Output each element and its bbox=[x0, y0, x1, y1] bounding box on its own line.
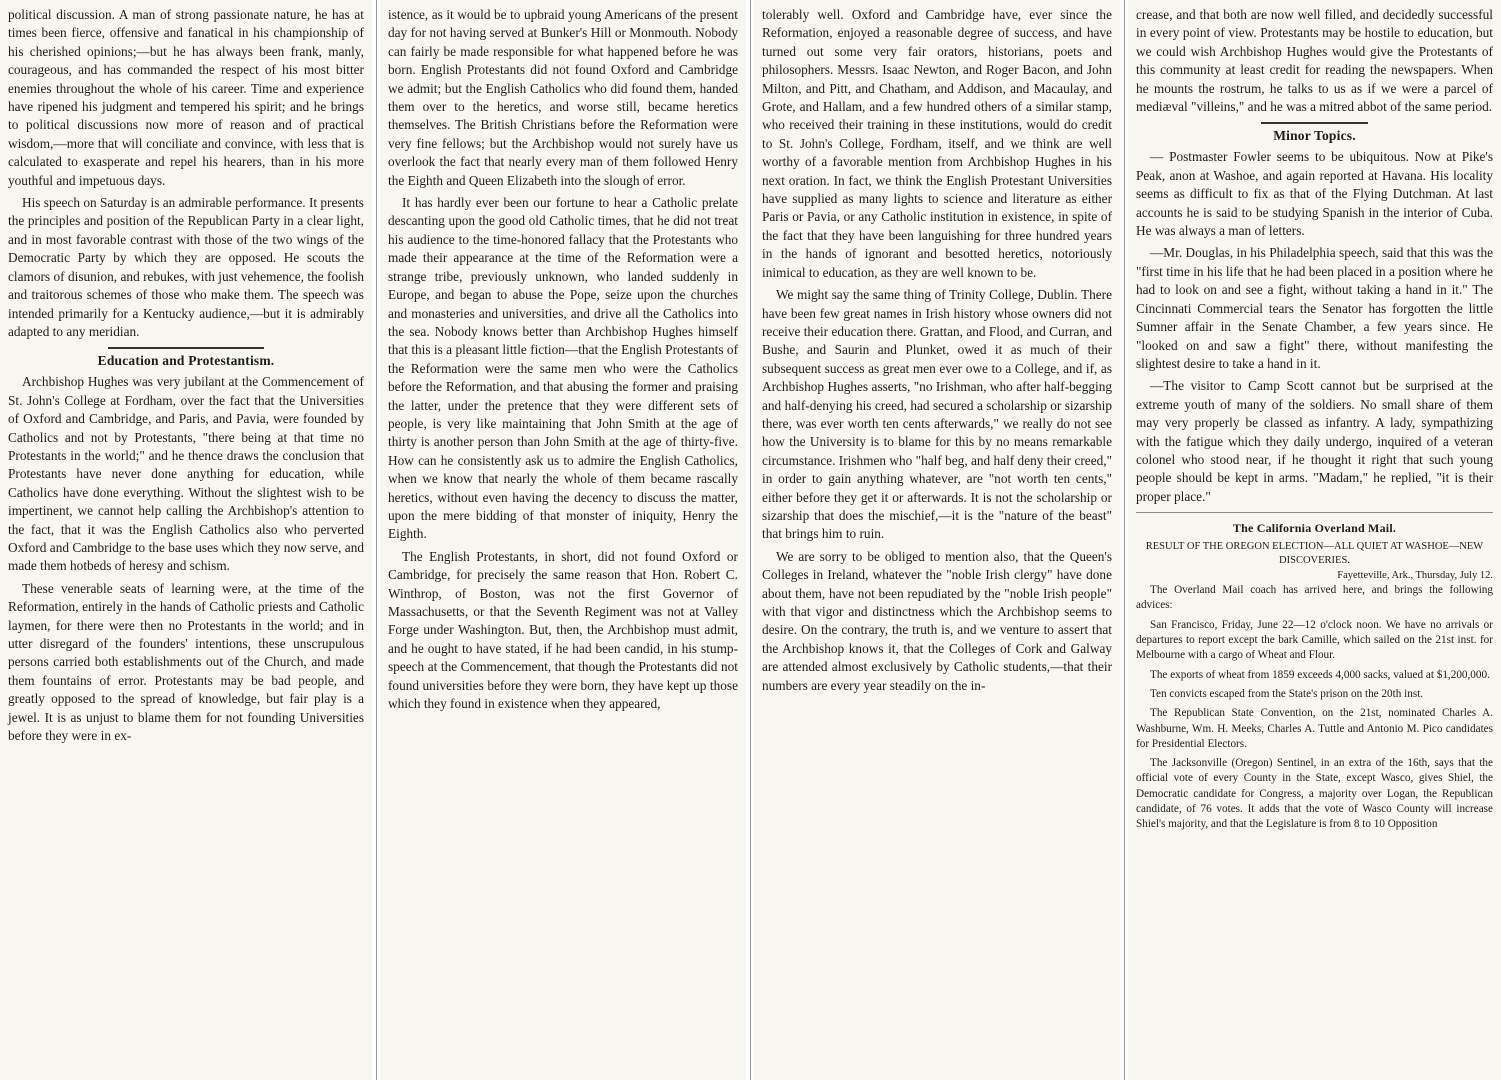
paragraph: The Jacksonville (Oregon) Sentinel, in an extra of the 16th, says that the official vote of every County in the State, except Wasco, gives Shiel, the Democratic candidate for Congress, a majority over Logan, the Republican candidate, of 76 votes. It adds that the vote of Wasco County will increase Shiel's majority, and that the Legislature is from 8 to 10 Opposition bbox=[1136, 757, 1493, 831]
headline-education-and-protestantism: Education and Protestantism. bbox=[97, 353, 275, 369]
subheadline: RESULT OF THE OREGON ELECTION—ALL QUIET AT WASHOE—NEW DISCOVERIES. bbox=[1145, 541, 1484, 567]
headline-minor-topics: Minor Topics. bbox=[1273, 128, 1356, 144]
paragraph: The English Protestants, in short, did not found Oxford or Cambridge, for precisely the same reason that Hon. Robert C. Winthrop, of Boston, was not the first Governor of Massachusetts, or that the Seventh Regiment was not at Valley Forge under Washington. But, then, the Archbishop must admit, and he ought to have stated, if he had been candid, in his stump-speech at the Commencement, that though the Protestants did not found universities before they were born, they have kept up those which they found in existence when they appeared, bbox=[388, 548, 738, 712]
section-rule bbox=[1261, 122, 1368, 124]
column-divider bbox=[1124, 0, 1125, 1080]
headline-california-overland-mail: The California Overland Mail. bbox=[1232, 521, 1397, 536]
paragraph: We might say the same thing of Trinity College, Dublin. There have been few great names in Irish history whose owners did not receive their education there. Grattan, and Flood, and Curran, and Bushe, and Saurin and Plunket, owed it as much of their subsequent success as great men ever owe to a College, and if, as Archbishop Hughes asserts, "no Irishman, who after half-begging and half-denying his creed, had secured a scholarship or sizarship there, was ever worth ten cents afterwards," we really do not see how the University is to blame for this by no means remarkable circumstance. Irishmen who "half beg, and half deny their creed," in order to gain anything whatever, are "not worth ten cents," either before they get it or afterwards. It is not the scholarship or sizarship that does the mischief,—it is the "nature of the beast" that brings him to ruin. bbox=[762, 287, 1112, 542]
column-divider bbox=[376, 0, 377, 1080]
paragraph: It has hardly ever been our fortune to hear a Catholic prelate descanting upon the good old Catholic times, that he did not treat his audience to the time-honored fallacy that the Protestants who made their appearance at the time of the Reformation were a strange tribe, previously unknown, who landed suddenly in Europe, and began to abuse the Pope, seize upon the churches and monasteries and universities, and drive all the Catholics into the sea. Nobody knows better than Archbishop Hughes himself that this is a pleasant little fiction—that the English Protestants of the Reformation were the same men who were the Catholics before the Reformation, and that abusing the former and praising the latter, under the pretence that they were different sets of people, is very like maintaining that John Smith at the age of thirty is another person than John Smith at the age of thirty-five. How can he consistently ask us to admire the English Catholics, when we know that nearly the whole of them became rascally heretics, without even having the decency to discuss the matter, upon the mere bidding of that monster of iniquity, Henry the Eighth. bbox=[388, 195, 738, 542]
paragraph: His speech on Saturday is an admirable performance. It presents the principles and position of the Republican Party in a clear light, and in most favorable contrast with those of the two wings of the Democratic Party by which they are opposed. He scouts the clamors of disunion, and rebukes, with just vehemence, the foolish and traitorous schemes of those who make them. The speech was intended primarily for a Kentucky audience,—but it is admirably adapted to any meridian. bbox=[8, 195, 364, 339]
paragraph: political discussion. A man of strong passionate nature, he has at times been fierce, offensive and fanatical in his championship of his cherished opinions;—but he has always been frank, manly, courageous, and has commanded the respect of his most bitter enemies throughout the whole of his career. Time and experience have ripened his judgment and tempered his spirit; and he brings to political discussions now more of reason and of practical wisdom,—more that will conciliate and convince, with less that is calculated to exasperate and repel his hearers, than in his more youthful and impetuous days. bbox=[8, 7, 364, 188]
paragraph: istence, as it would be to upbraid young Americans of the present day for not having served at Bunker's Hill or Monmouth. Nobody can fairly be made responsible for what happened before he was born. English Protestants did not found Oxford and Cambridge we admit; but the English Catholics who did found them, handed them over to the heretics, and worse still, became heretics themselves. The British Christians before the Reformation were very fine fellows; but the Archbishop would not surely have us overlook the fact that nearly every man of them followed Henry the Eighth and Queen Elizabeth into the slough of error. bbox=[388, 7, 738, 188]
paragraph: —The visitor to Camp Scott cannot but be surprised at the extreme youth of many of the soldiers. No small share of them may very properly be classed as infantry. A lady, sympathizing with the fatigue which they daily undergo, inquired of a veteran colonel who stood near, if he thought it right that such young people should be kept in arms. "Madam," he replied, "it is their proper place." bbox=[1136, 378, 1493, 504]
overland-mail-clipping bbox=[1136, 512, 1493, 832]
paragraph: Archbishop Hughes was very jubilant at the Commencement of St. John's College at Fordham, over the fact that the Universities of Oxford and Cambridge, and Paris, and Pavia, were founded by Catholics and not by Protestants, "there being at that time no Protestants in the world;" and he thence draws the conclusion that Protestants have never done anything for education, while Catholics have done everything. Without the slightest wish to be impertinent, we cannot help calling the Archbishop's attention to the fact, that it was the English Catholics also who perverted Oxford and Cambridge to the base uses which they now serve, and made them hotbeds of heresy and schism. bbox=[8, 374, 364, 574]
paragraph: These venerable seats of learning were, at the time of the Reformation, entirely in the hands of Catholic priests and Catholic laymen, for there were then no Protestants in the world; and in utter disregard of the founders' intentions, these unscrupulous persons carried both establishments out of the Church, and made them fountains of error. Protestants may be bad people, and greatly opposed to the spread of knowledge, but fair play is a jewel. It is as unjust to blame them for not founding Universities before they were in ex- bbox=[8, 580, 364, 744]
section-rule bbox=[108, 347, 265, 349]
column-3 bbox=[754, 0, 1120, 1080]
column-1 bbox=[0, 0, 372, 1080]
paragraph: The Republican State Convention, on the 21st, nominated Charles A. Washburne, Wm. H. Meeks, Charles A. Tuttle and Antonio M. Pico candidates for Presidential Electors. bbox=[1136, 707, 1493, 750]
paragraph: The exports of wheat from 1859 exceeds 4,000 sacks, valued at $1,200,000. bbox=[1150, 668, 1490, 681]
paragraph: We are sorry to be obliged to mention also, that the Queen's Colleges in Ireland, whatever the "noble Irish clergy" have done about them, have not been repudiated by the "noble Irish people" with that vigor and distinctness which the Archbishop seems to desire. On the contrary, the truth is, and we venture to assert that the Archbishop knows it, that the Colleges of Cork and Galway are attended almost exclusively by Catholic students,—that their numbers are every year steadily on the in- bbox=[762, 548, 1112, 693]
paragraph: —Mr. Douglas, in his Philadelphia speech, said that this was the "first time in his life that he had been placed in a position where he had to look on and see a fight, without taking a hand in it." The Cincinnati Commercial tears the Senator has forgotten the little Sumner affair in the Senate Chamber, a few years since. He "looked on and saw a fight" there, without manifesting the slightest desire to take a hand in it. bbox=[1136, 245, 1493, 371]
column-2 bbox=[380, 0, 746, 1080]
column-divider bbox=[750, 0, 751, 1080]
paragraph: The Overland Mail coach has arrived here, and brings the following advices: bbox=[1136, 584, 1493, 612]
paragraph: crease, and that both are now well filled, and decidedly successful in every point of view. Protestants may be hostile to education, but we could wish Archbishop Hughes would give the Protestants of this community at least credit for reading the newspapers. When he mounts the rostrum, he talks to us as if we were a parcel of mediæval "villeins," and he was a mitred abbot of the same period. bbox=[1136, 7, 1493, 115]
paragraph: Ten convicts escaped from the State's prison on the 20th inst. bbox=[1150, 687, 1424, 700]
column-4 bbox=[1128, 0, 1501, 1080]
dateline: Fayetteville, Ark., Thursday, July 12. bbox=[1337, 570, 1493, 582]
paragraph: — Postmaster Fowler seems to be ubiquitous. Now at Pike's Peak, anon at Washoe, and again reported at Havana. His locality seems as difficult to fix as that of the Flying Dutchman. At last accounts he is said to be studying Spanish in the interior of Cuba. He was always a man of letters. bbox=[1136, 149, 1493, 239]
paragraph: San Francisco, Friday, June 22—12 o'clock noon. We have no arrivals or departures to report except the bark Camille, which sailed on the 21st inst. for Melbourne with a cargo of Wheat and Flour. bbox=[1136, 618, 1493, 662]
paragraph: tolerably well. Oxford and Cambridge have, ever since the Reformation, enjoyed a reasonable degree of success, and have turned out some very fair orators, historians, poets and philosophers. Messrs. Isaac Newton, and Roger Bacon, and John Milton, and Pitt, and Chatham, and Addison, and Macaulay, and Grote, and Hallam, and a few hundred others of a similar stamp, who received their training in these institutions, would do credit to St. John's College, Fordham, itself, and we think are well worthy of a favorable mention from Archbishop Hughes in his next oration. In fact, we think the English Protestant Universities have supplied as many lights to science and literature as either Paris or Pavia, or any Catholic institution in existence, in spite of the fact that they have been languishing for three hundred years in the hands of ignorant and besotted heretics, notoriously inimical to education, as they are well known to be. bbox=[762, 7, 1112, 280]
